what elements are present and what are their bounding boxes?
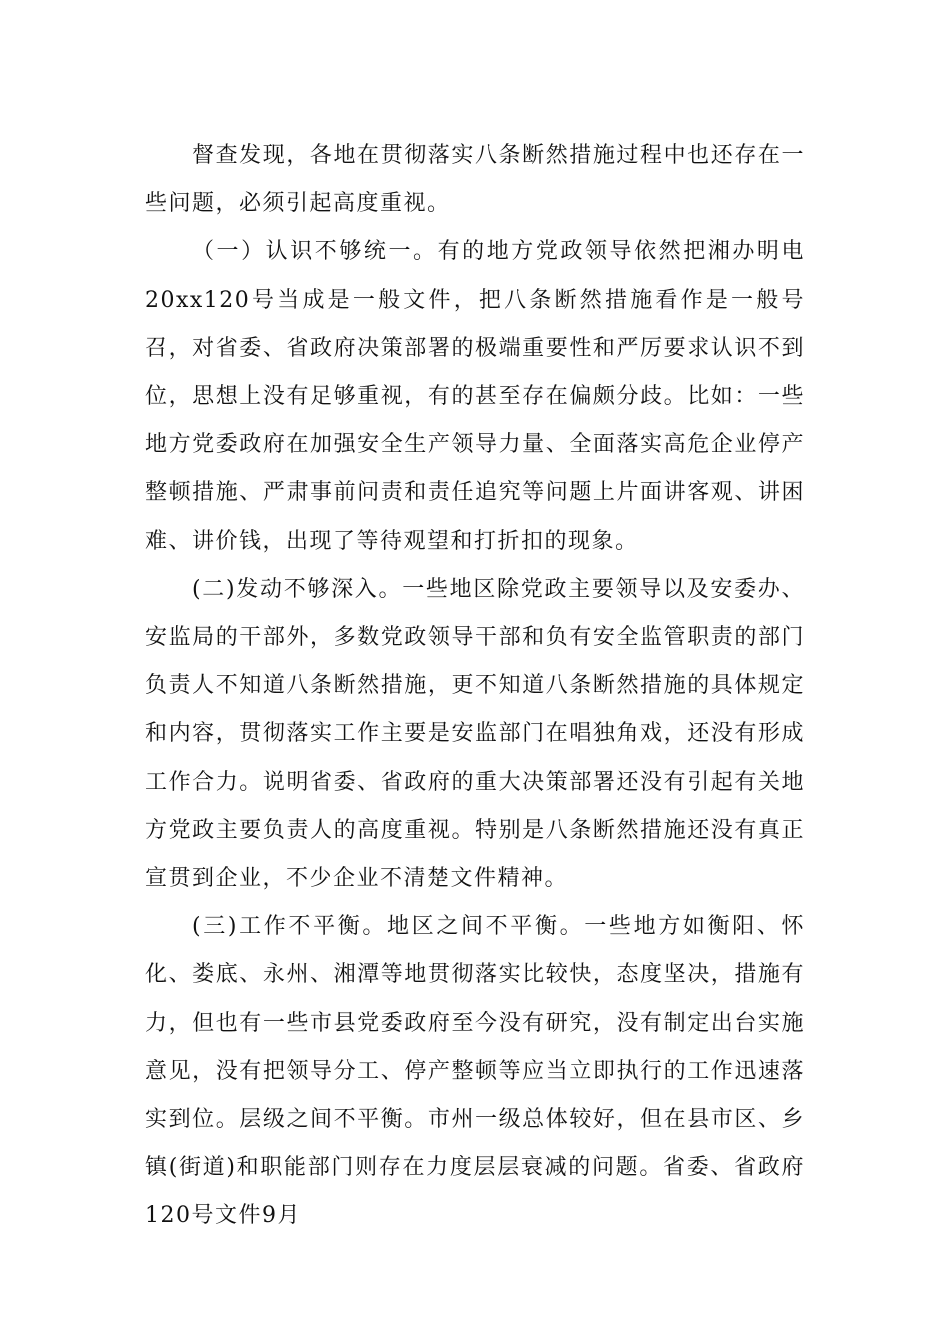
paragraph-intro: 督查发现，各地在贯彻落实八条断然措施过程中也还存在一些问题，必须引起高度重视。 xyxy=(145,143,805,217)
paragraph-section-2: (二)发动不够深入。一些地区除党政主要领导以及安委办、安监局的干部外，多数党政领导干部和负有安全监管职责的部门负责人不知道八条断然措施，更不知道八条断然措施的具体规定和内容，贯彻落实工作主要是安监部门在唱独角戏，还没有形成工作合力。说明省委、省政府的重大决策部署还没有引起有关地方党政主要负责人的高度重视。特别是八条断然措施还没有真正宣贯到企业，不少企业不清楚文件精神。 xyxy=(145,576,805,892)
document-body xyxy=(145,132,805,1241)
paragraph-section-3: (三)工作不平衡。地区之间不平衡。一些地方如衡阳、怀化、娄底、永州、湘潭等地贯彻落实比较快，态度坚决，措施有力，但也有一些市县党委政府至今没有研究，没有制定出台实施意见，没有把领导分工、停产整顿等应当立即执行的工作迅速落实到位。层级之间不平衡。市州一级总体较好，但在县市区、乡镇(街道)和职能部门则存在力度层层衰减的问题。省委、省政府120号文件9月 xyxy=(145,914,805,1229)
paragraph-section-1: （一）认识不够统一。有的地方党政领导依然把湘办明电20xx120号当成是一般文件，把八条断然措施看作是一般号召，对省委、省政府决策部署的极端重要性和严厉要求认识不到位，思想上没有足够重视，有的甚至存在偏颇分歧。比如：一些地方党委政府在加强安全生产领导力量、全面落实高危企业停产整顿措施、严肃事前问责和责任追究等问题上片面讲客观、讲困难、讲价钱，出现了等待观望和打折扣的现象。 xyxy=(145,239,805,554)
